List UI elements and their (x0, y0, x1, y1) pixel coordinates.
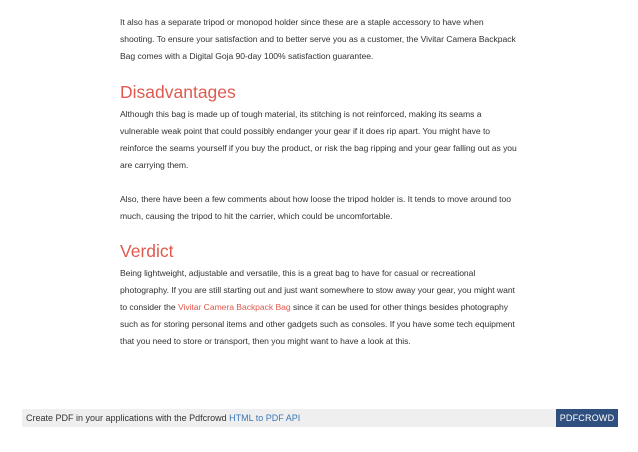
pdfcrowd-badge[interactable]: PDFCROWD (556, 409, 618, 427)
pdfcrowd-footer (22, 409, 618, 427)
disadvantages-paragraph-2: Also, there have been a few comments about how loose the tripod holder is. It tends to move around too much, causing the tripod to hit the carrier, which could be uncomfortable. (120, 194, 511, 221)
verdict-heading: Verdict (120, 241, 174, 261)
verdict-text-before-link: Being lightweight, adjustable and versatile, this is a great bag to have for casual or recreational photography. If you are still starting out and just want somewhere to stow away your gear, you might want to consider the (120, 268, 515, 312)
html-to-pdf-api-link[interactable]: HTML to PDF API (229, 413, 301, 423)
verdict-paragraph (120, 265, 520, 350)
intro-paragraph: It also has a separate tripod or monopod holder since these are a staple accessory to have when shooting. To ensure your satisfaction and to better serve you as a customer, the Vivitar Camera Backpack Bag comes with a Digital Goja 90-day 100% satisfaction guarantee. (120, 17, 516, 61)
disadvantages-paragraph-1: Although this bag is made up of tough material, its stitching is not reinforced, making its seams a vulnerable weak point that could possibly endanger your gear if it does rip apart. You might have to reinforce the seams yourself if you buy the product, or risk the bag ripping and your gear falling out as you are carrying them. (120, 109, 517, 170)
disadvantages-heading: Disadvantages (120, 82, 236, 102)
footer-prefix: Create PDF in your applications with the Pdfcrowd (26, 413, 230, 423)
footer-text (26, 412, 300, 424)
article-content (120, 14, 520, 350)
verdict-text-after-link: since it can be used for other things besides photography such as for storing personal items and other gadgets such as consoles. If you have some tech equipment that you need to store or transport, then you might want to have a look at this. (120, 302, 515, 346)
product-link[interactable]: Vivitar Camera Backpack Bag (177, 302, 291, 312)
